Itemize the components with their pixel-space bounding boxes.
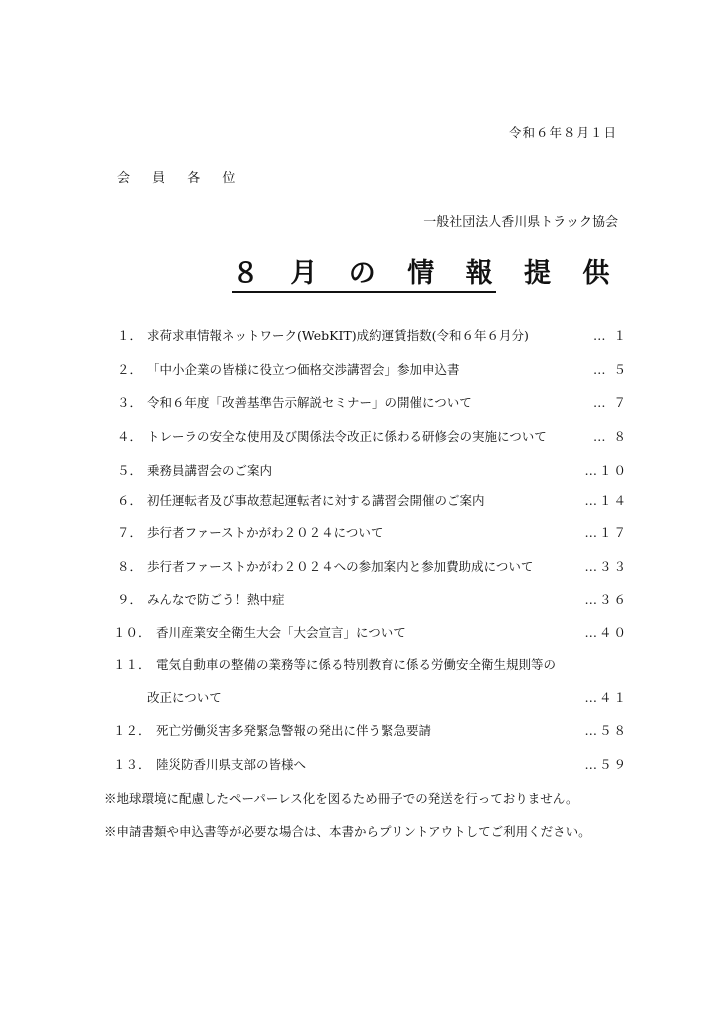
toc-item-number: ９．: [117, 592, 143, 607]
document-date: 令和６年８月１日: [508, 125, 617, 140]
toc-item-title: 陸災防香川県支部の皆様へ: [156, 757, 307, 772]
toc-item-page: … ５: [593, 362, 628, 377]
toc-item-number: １．: [117, 328, 143, 343]
document-title: ８ 月 の 情 報 提 供: [232, 257, 496, 293]
toc-row: [0, 721, 724, 741]
toc-item-title: 死亡労働災害多発緊急警報の発出に伴う緊急要請: [156, 723, 432, 738]
toc-item-number: ８．: [117, 559, 143, 574]
toc-item-title: 歩行者ファーストかがわ２０２４について: [147, 525, 384, 540]
toc-item-page: … ７: [593, 395, 628, 410]
toc-item-page: …３６: [584, 592, 628, 607]
toc-item-number: ７．: [117, 525, 143, 540]
toc-item-title: 電気自動車の整備の業務等に係る特別教育に係る労働安全衛生規則等の: [156, 657, 557, 672]
toc-row: [0, 491, 724, 511]
toc-item-title: 初任運転者及び事故惹起運転者に対する講習会開催のご案内: [147, 493, 485, 508]
toc-item-page: …１４: [584, 493, 628, 508]
toc-row: [0, 755, 724, 775]
toc-row: [0, 393, 724, 413]
toc-item-title: 「中小企業の皆様に役立つ価格交渉講習会」参加申込書: [147, 362, 460, 377]
note-printout: ※申請書類や申込書等が必要な場合は、本書からプリントアウトしてご利用ください。: [104, 824, 591, 839]
toc-item-title: 乗務員講習会のご案内: [147, 463, 273, 478]
toc-row: [0, 688, 724, 708]
toc-item-number: １３．: [113, 757, 151, 772]
toc-item-number: ５．: [117, 463, 143, 478]
toc-item-number: ２．: [117, 362, 143, 377]
toc-item-title: 香川産業安全衛生大会「大会宣言」について: [156, 625, 406, 640]
toc-item-number: １０．: [113, 625, 151, 640]
toc-item-number: １２．: [113, 723, 151, 738]
toc-item-page: … ８: [593, 429, 628, 444]
toc-row: [0, 427, 724, 447]
toc-item-page: …１７: [584, 525, 628, 540]
toc-item-number: ６．: [117, 493, 143, 508]
toc-item-page: … １: [593, 328, 628, 343]
toc-item-number: ４．: [117, 429, 143, 444]
toc-row: [0, 623, 724, 643]
toc-item-title: 求荷求車情報ネットワーク(WebKIT)成約運賃指数(令和６年６月分): [147, 328, 529, 343]
toc-row: [0, 523, 724, 543]
toc-item-title: みんなで防ごう！熱中症: [147, 592, 285, 607]
toc-item-title: トレーラの安全な使用及び関係法令改正に係わる研修会の実施について: [147, 429, 547, 444]
toc-item-page: …５９: [584, 757, 628, 772]
toc-row: [0, 360, 724, 380]
toc-item-page: …５８: [584, 723, 628, 738]
recipient-line: 会 員 各 位: [117, 171, 245, 186]
toc-row: [0, 590, 724, 610]
sender-organization: 一般社団法人香川県トラック協会: [423, 215, 618, 230]
toc-item-page: …４０: [584, 625, 628, 640]
toc-row: [0, 655, 724, 675]
toc-item-number: ３．: [117, 395, 143, 410]
toc-item-page: …３３: [584, 559, 628, 574]
toc-row: [0, 326, 724, 346]
toc-row: [0, 557, 724, 577]
toc-item-title: 歩行者ファーストかがわ２０２４への参加案内と参加費助成について: [147, 559, 534, 574]
toc-item-title: 改正について: [147, 690, 222, 705]
toc-row: [0, 461, 724, 481]
toc-item-title: 令和６年度「改善基準告示解説セミナー」の開催について: [147, 395, 472, 410]
toc-item-page: …１０: [584, 463, 628, 478]
note-paperless: ※地球環境に配慮したペーパーレス化を図るため冊子での発送を行っておりません。: [104, 791, 579, 806]
toc-item-page: …４１: [584, 690, 628, 705]
toc-item-number: １１．: [113, 657, 151, 672]
